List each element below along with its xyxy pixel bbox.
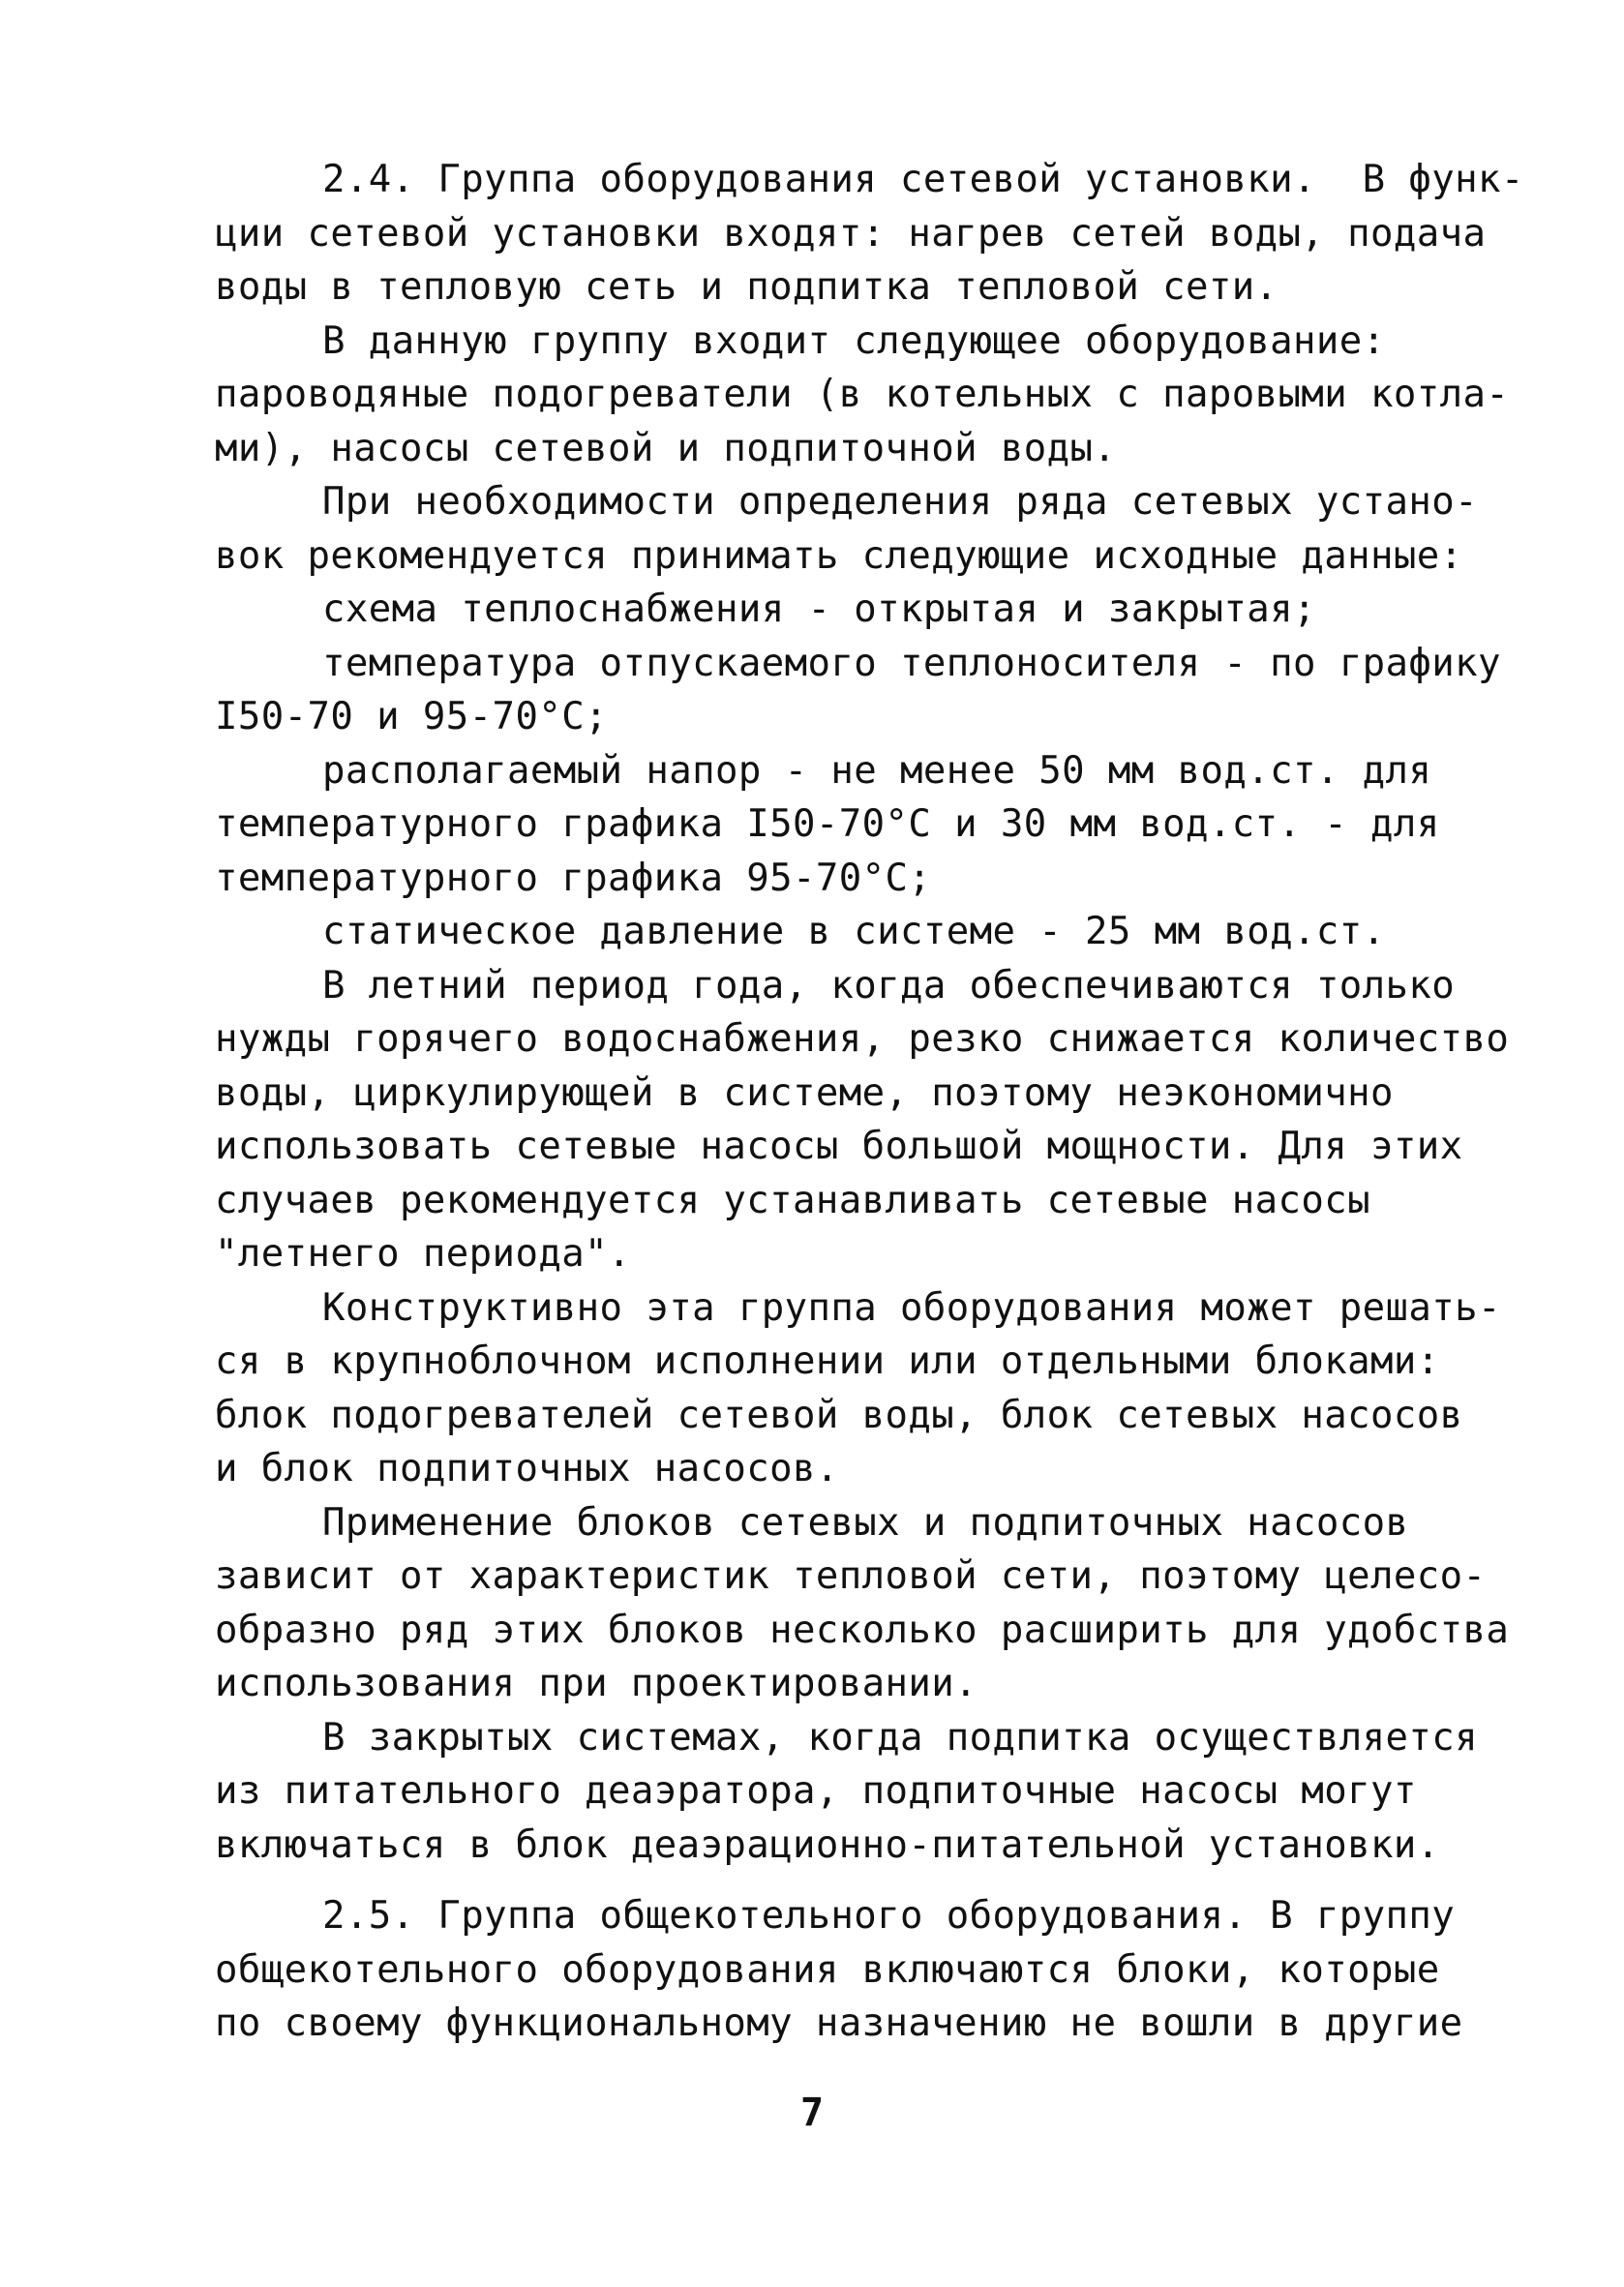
text-line: воды, циркулирующей в системе, поэтому неэкономично — [215, 1070, 1394, 1115]
paragraph-start-line: В летний период года, когда обеспечиваются только — [322, 963, 1456, 1008]
text-line: воды в тепловую сеть и подпитка тепловой сети. — [215, 265, 1278, 309]
text-line: температурного графика I50-70°С и 30 мм вод.ст. - для — [215, 802, 1440, 846]
text-line: образно ряд этих блоков несколько расширить для удобства — [215, 1608, 1510, 1652]
section-2-4-heading-line: 2.4. Группа оборудования сетевой установки. В функ- — [322, 158, 1524, 201]
page-number: 7 — [799, 2091, 825, 2135]
list-item-line: схема теплоснабжения - открытая и закрытая; — [322, 587, 1316, 631]
text-line: вок рекомендуется принимать следующие исходные данные: — [215, 533, 1463, 578]
section-2-5-heading-line: 2.5. Группа общекотельного оборудования. В группу — [322, 1894, 1456, 1938]
paragraph-start-line: В данную группу входит следующее оборудование: — [322, 318, 1386, 363]
text-line: температурного графика 95-70°С; — [215, 856, 932, 900]
document-body — [215, 153, 1524, 2051]
text-line: ся в крупноблочном исполнении или отдельными блоками: — [215, 1339, 1440, 1383]
paragraph-start-line: Конструктивно эта группа оборудования может решать- — [322, 1285, 1501, 1330]
text-line: из питательного деаэратора, подпиточные насосы могут — [215, 1769, 1417, 1813]
text-line: нужды горячего водоснабжения, резко снижается количество — [215, 1017, 1510, 1061]
text-line: ми), насосы сетевой и подпиточной воды. — [215, 426, 1117, 470]
list-item-line: статическое давление в системе - 25 мм вод.ст. — [322, 910, 1386, 953]
text-line: общекотельного оборудования включаются блоки, которые — [215, 1947, 1440, 1992]
text-line: и блок подпиточных насосов. — [215, 1447, 839, 1490]
paragraph-start-line: В закрытых системах, когда подпитка осуществляется — [322, 1715, 1478, 1760]
paragraph-start-line: При необходимости определения ряда сетевых устано- — [322, 480, 1478, 524]
text-line: пароводяные подогреватели (в котельных с паровыми котла- — [215, 373, 1510, 416]
text-line: использования при проектировании. — [215, 1662, 978, 1705]
section-gap — [215, 1872, 1473, 1889]
text-line: "летнего периода". — [215, 1232, 631, 1276]
text-line: зависит от характеристик тепловой сети, поэтому целесо- — [215, 1554, 1487, 1598]
text-line: ции сетевой установки входят: нагрев сетей воды, подача — [215, 211, 1487, 256]
list-item-line: располагаемый напор - не менее 50 мм вод.ст. для — [322, 748, 1432, 793]
list-item-line: температура отпускаемого теплоносителя - по графику — [322, 641, 1501, 685]
text-line: I50-70 и 95-70°С; — [215, 695, 608, 738]
text-line: включаться в блок деаэрационно-питательной установки. — [215, 1822, 1440, 1867]
text-line: использовать сетевые насосы большой мощности. Для этих — [215, 1125, 1463, 1168]
paragraph-start-line: Применение блоков сетевых и подпиточных насосов — [322, 1500, 1409, 1545]
text-line: по своему функциональному назначению не вошли в другие — [215, 2001, 1463, 2045]
text-line: случаев рекомендуется устанавливать сетевые насосы — [215, 1178, 1370, 1222]
text-line: блок подогревателей сетевой воды, блок сетевых насосов — [215, 1393, 1463, 1437]
